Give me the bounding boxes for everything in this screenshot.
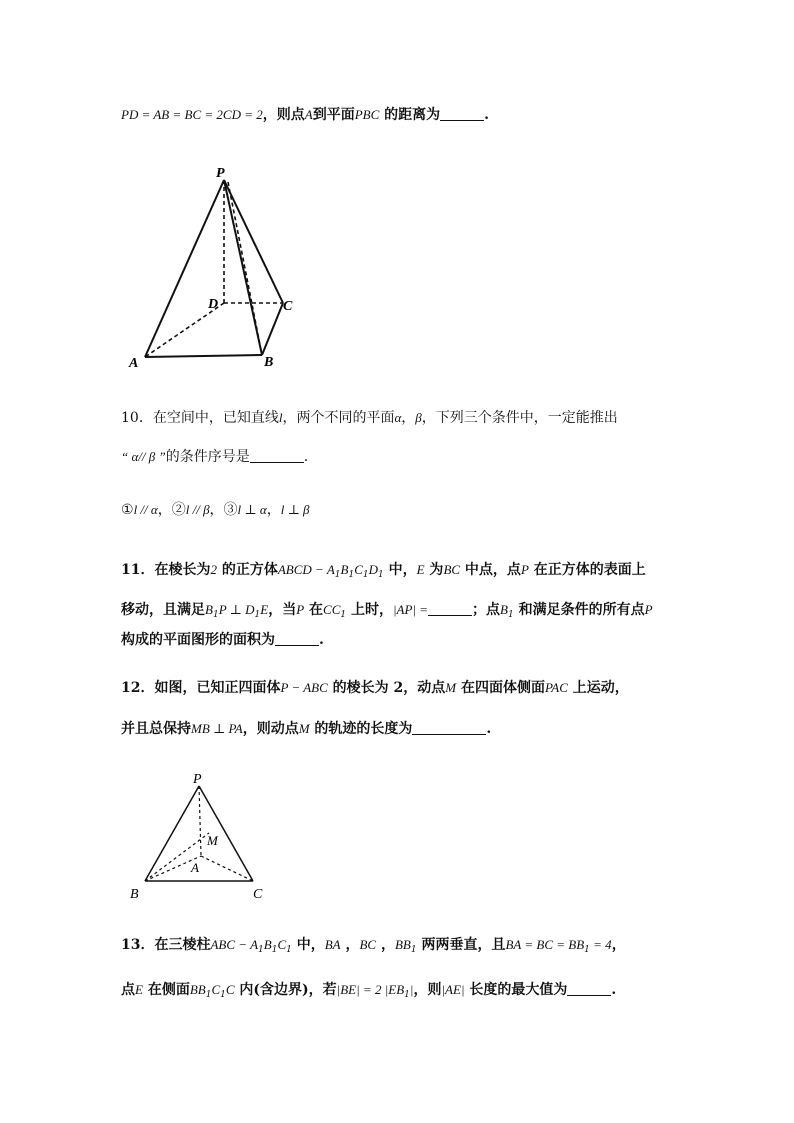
q10-cond1: l // α [133,502,158,517]
q9-point: A [304,107,313,122]
q12-line-1 [121,678,629,698]
q11-l2-text-6: 和满足条件的所有点 [513,602,645,618]
q11-P: P [520,562,529,577]
q11-l2-text-3: 在 [304,602,324,618]
edge-aux-hidden [228,182,262,355]
label-P: P [216,166,225,181]
q10-answer-blank[interactable] [250,448,304,463]
pyramid-figure [120,160,320,375]
q10-cond1-num: ① [121,502,134,518]
q9-answer-blank[interactable] [440,106,484,121]
q13-sep-2: ， [376,937,395,953]
q13-E: E [135,982,143,997]
edge-AB [145,355,262,357]
q13-BC: BC [359,937,377,952]
q13-end: . [611,982,617,998]
q13-text-1: 在三棱柱 [154,937,211,953]
q12-M: M [445,680,457,695]
q13-l2-text-2: 在侧面 [142,982,190,998]
q12-face: PAC [545,680,568,695]
q12-text-3: 在四面体侧面 [456,680,545,696]
q13-face: BB [189,982,206,997]
q11-edge: 2 [210,562,217,577]
q13-line-2: 点E 在侧面$BB_1C_1C$ 内(含边界)，若|BE| = 2 $|EB_1|$，则|AE| 长度的最大值为 . [121,982,617,1000]
q11-cond-c: E [260,602,269,617]
label-P: P [193,772,202,787]
q9-text-1: ，则点 [262,107,305,123]
q10-line-l: l [278,410,283,425]
q11-cube: ABCD − A [277,562,335,577]
q13-BB1: BB [394,937,411,952]
q13-comma: ， [611,937,626,953]
q12-answer-blank[interactable] [412,720,486,735]
q12-cond: MB ⊥ PA [191,721,243,736]
label-M: M [207,833,218,848]
q13-sep-1: ， [340,937,360,953]
q12-l2-text-1: 并且总保持 [121,721,191,737]
label-A: A [129,356,139,371]
q11-line-3 [121,630,324,650]
q11-P2: P [296,602,305,617]
q13-ratio-b: | [409,982,414,997]
q10-line-1 [121,408,618,428]
q12-M2: M [298,721,310,736]
q9-text-2: 到平面 [312,107,355,123]
q9-end: . [484,107,490,123]
q12-number: 12． [121,680,155,696]
q12-text-4: 上运动， [567,680,629,696]
q11-text-6: 在正方体的表面上 [528,562,646,578]
q11-E: E [416,562,425,577]
q11-number: 11． [121,562,155,578]
q11-text-3: 中， [383,562,417,578]
label-B: B [130,887,139,902]
q12-tetrahedron: P − ABC [280,680,328,695]
edge-PC [224,180,283,303]
q11-BC: BC [443,562,461,577]
q13-text-2: 中， [291,937,325,953]
edge-BC [262,303,283,355]
q10-cond3-sep: ， [266,502,281,518]
q11-CC: CC [323,602,341,617]
q10-cond2: l // β [185,502,210,517]
q9-plane: PBC [354,107,380,122]
q11-text-1: 在棱长为 [154,562,211,578]
q12-line-2 [121,719,491,739]
q10-cond3b: l ⊥ β [280,502,310,517]
q10-cond3-num: ，③ [209,502,238,518]
q11-answer-blank-2[interactable] [275,631,319,646]
q13-eq: BA = BC = BB [505,937,585,952]
tetrahedron-figure [125,768,275,903]
q11-text-5: 中点，点 [460,562,521,578]
q12-text-2: 的棱长为 2，动点 [327,680,446,696]
q9-text-3: 的距离为 [379,107,441,123]
q13-l2-text-1: 点 [121,982,135,998]
q10-line-2 [121,447,308,467]
edge-PA-hidden [199,786,201,856]
q13-number: 13． [121,937,155,953]
q13-ratio-a: |BE| = 2 |EB [336,982,405,997]
q13-prism: ABC − A [210,937,259,952]
q12-end: . [486,721,492,737]
q10-alpha: α [394,410,402,425]
q10-cond2-num: ，② [157,502,186,518]
q10-cond3a: l ⊥ α [237,502,267,517]
q11-AP: |AP| = [392,602,429,617]
q13-l2-text-4: ，则 [413,982,442,998]
q13-l2-text-5: 长度的最大值为 [464,982,568,998]
q11-cond-b: P ⊥ D [218,602,255,617]
edge-PA [145,180,224,357]
q11-P3: P [644,602,653,617]
q11-l2-text-4: 上时， [346,602,393,618]
q13-answer-blank[interactable] [567,981,611,996]
q11-end: . [319,632,324,648]
q9-expr: PD = AB = BC = 2CD = 2 [121,107,263,122]
q11-l2-text-5: ；点 [472,602,501,618]
q13-eq-end: = 4 [589,937,612,952]
q13-BA: BA [324,937,341,952]
q11-l2-text-2: ，当 [268,602,297,618]
q10-sep: ， [401,410,416,426]
q13-l2-text-3: 内(含边界)，若 [234,982,337,998]
q10-text-1: 在空间中，已知直线 [152,410,279,426]
q13-text-3: 两两垂直，且 [416,937,506,953]
q11-cond-a: B [205,602,213,617]
q10-number: 10． [121,410,153,426]
q12-text-1: 如图，已知正四面体 [154,680,281,696]
q10-text-3: ，下列三个条件中，一定能推出 [421,410,618,426]
q13-line-1: 13．在三棱柱ABC − $A_1B_1C_1$ 中，BA ，BC ，$BB_1$ 两两垂直，且BA = BC = $BB_1 = 4$， [121,937,626,955]
q13-AE: |AE| [441,982,465,997]
q11-l3-text-1: 构成的平面图形的面积为 [121,632,275,648]
q11-B1: B [500,602,508,617]
q10-conditions [121,500,310,520]
q10-text-4: 的条件序号是 [165,449,250,465]
q12-l2-text-3: 的轨迹的长度为 [309,721,413,737]
segment-BM-hidden [145,833,209,881]
q9-line [121,105,489,125]
q11-answer-blank-1[interactable] [428,601,472,616]
label-D: D [208,297,219,312]
q11-line-1: 11．在棱长为2 的正方体ABCD − $A_1B_1C_1D_1$ 中，E 为BC 中点，点P 在正方体的表面上 [121,562,646,580]
q10-text-2: ，两个不同的平面 [282,410,395,426]
label-C: C [253,887,263,902]
label-B: B [264,355,274,370]
q10-quote: “ α// β ” [121,449,166,464]
q11-text-4: 为 [424,562,444,578]
q10-end: . [303,449,309,465]
q11-l2-text-1: 移动，且满足 [121,602,205,618]
label-A: A [191,860,199,875]
q11-text-2: 的正方体 [216,562,278,578]
q11-line-2: 移动，且满足$B_1P$ ⊥ $D_1E$，当P 在$CC_1$ 上时，|AP| = ；点$B_1$ 和满足条件的所有点P [121,602,653,620]
label-C: C [283,299,293,314]
q10-beta: β [415,410,422,425]
q12-l2-text-2: ，则动点 [242,721,299,737]
